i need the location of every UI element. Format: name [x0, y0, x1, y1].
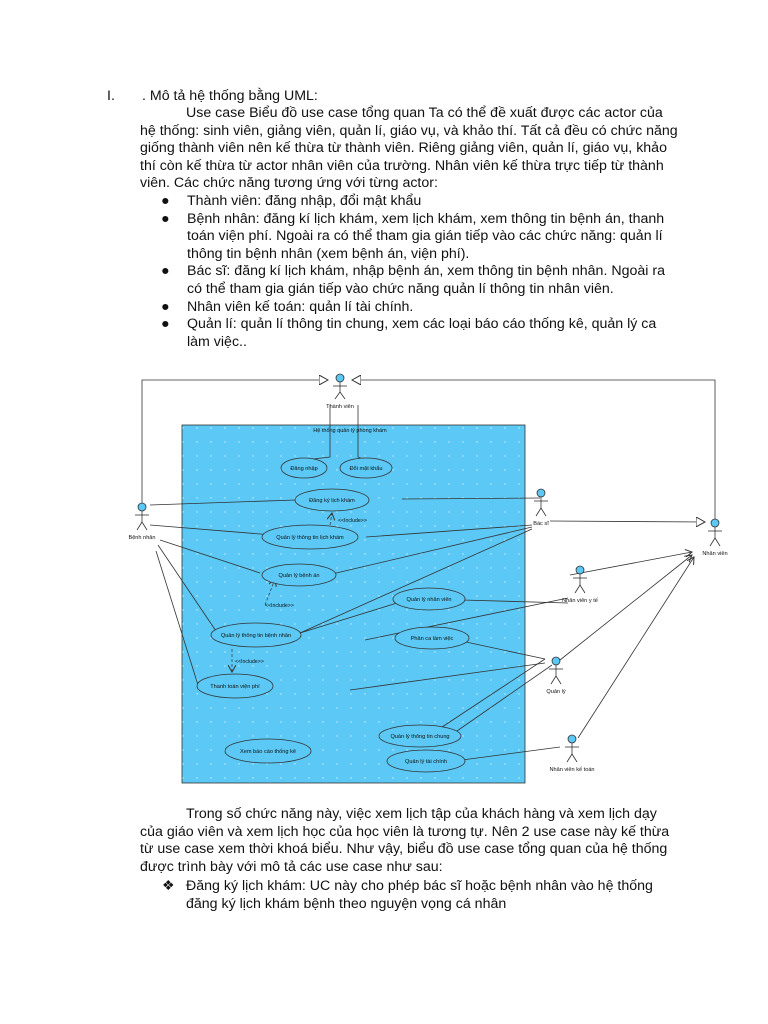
bullet-icon: ● [161, 193, 170, 209]
list-item: ● Thành viên: đăng nhập, đổi mật khẩu [161, 193, 422, 209]
use-case-pay-fee: Thanh toán viện phí [210, 684, 260, 690]
section-heading: . Mô tả hệ thống bằng UML: [142, 88, 318, 104]
actor-patient-label: Bệnh nhân [128, 535, 156, 541]
section-number: I. [107, 88, 115, 104]
use-case-assign-shift: Phân ca làm việc [410, 636, 454, 642]
bullet-icon: ● [161, 316, 170, 333]
use-case-diagram [120, 365, 740, 790]
list-item: ● Bệnh nhân: đăng kí lịch khám, xem lịch khám, xem thông tin bệnh án, thanh toán viện phí. Ngoài ra có thể tham gia gián tiếp vào các chức năng: quản lí thông tin bệnh nhân (xem bệnh án, viện phí). [161, 210, 665, 262]
use-case-manage-record: Quản lý bệnh án [278, 573, 320, 579]
use-case-manage-patient: Quản lý thông tin bệnh nhân [220, 633, 292, 639]
intro-body: hệ thống: sinh viên, giảng viên, quản lí, giáo vụ, và khảo thí. Tất cả đều có chức năng giống thành viên nên kế thừa từ thành viên. Riêng giảng viên, quản lí, giáo vụ, khảo thí còn kế thừa từ actor nhân viên của trường. Nhân viên kế thừa trực tiếp từ thành viên. Các chức năng tương ứng với từng actor: [140, 122, 678, 192]
actor-doctor-figure [534, 489, 548, 516]
actor-patient-figure [135, 503, 149, 530]
system-label: Hệ thống quản lý phòng khám [313, 428, 387, 434]
use-case-login: Đăng nhập [290, 466, 318, 472]
use-case-manage-finance: Quản lý tài chính [405, 759, 447, 765]
actor-manager-label: Quản lý [546, 689, 566, 695]
use-case-manage-appointment: Quản lý thông tin lịch khám [276, 535, 344, 541]
include-label: <<Include>> [235, 659, 264, 665]
list-item: ● Bác sĩ: đăng kí lịch khám, nhập bệnh án, xem thông tin bệnh nhân. Ngoài ra có thể tham gia gián tiếp vào chức năng quản lí thông tin nhân viên. [161, 263, 665, 297]
actor-function-list [140, 193, 680, 351]
use-case-register-appointment: Đăng ký lịch khám [309, 498, 355, 504]
list-item: ● Quản lí: quản lí thông tin chung, xem các loại báo cáo thống kê, quản lý ca làm việc.. [161, 316, 657, 350]
actor-medical-staff-figure [573, 566, 587, 593]
actor-manager-figure [549, 657, 563, 684]
actor-staff-figure [708, 519, 722, 546]
actor-accountant-label: Nhân viên kế toán [549, 767, 595, 773]
use-case-manage-general: Quản lý thông tin chung [390, 734, 450, 740]
include-label: <<Include>> [338, 518, 367, 524]
actor-accountant-figure [565, 735, 579, 762]
actor-doctor-label: Bác sĩ [533, 521, 549, 527]
use-case-manage-staff: Quản lý nhân viên [406, 597, 452, 603]
intro-paragraph [140, 105, 680, 193]
closing-first-line: Trong số chức năng này, việc xem lịch tập của khách hàng và xem lịch dạy [186, 806, 657, 822]
bullet-icon: ● [161, 263, 170, 280]
actor-member-figure [333, 374, 347, 399]
use-case-change-password: Đổi mật khẩu [349, 466, 383, 472]
actor-member-label: Thành viên [326, 404, 354, 410]
use-case-description-item [140, 878, 680, 913]
bullet-icon: ● [161, 298, 170, 315]
diamond-bullet-icon: ❖ [162, 878, 175, 894]
include-label: <<Include>> [265, 603, 294, 609]
actor-medical-staff-label: Nhân viên y tế [562, 598, 598, 604]
use-case-description-text: Đăng ký lịch khám: UC này cho phép bác sĩ hoặc bệnh nhân vào hệ thống đăng ký lịch khám bệnh theo nguyện vọng cá nhân [186, 878, 653, 912]
closing-body: của giáo viên và xem lịch học của học viên là tương tự. Nên 2 use case này kế thừa từ use case xem thời khoá biểu. Như vậy, biểu đồ use case tổng quan của hệ thống được trình bày với mô tả các use case như sau: [140, 823, 670, 875]
use-case-view-reports: Xem báo cáo thống kê [240, 749, 296, 755]
actor-staff-label: Nhân viên [702, 551, 728, 557]
intro-first-line: Use case Biểu đồ use case tổng quan Ta có thể đề xuất được các actor của [186, 105, 663, 121]
list-item: ● Nhân viên kế toán: quản lí tài chính. [161, 298, 414, 315]
bullet-icon: ● [161, 210, 170, 227]
closing-paragraph [140, 806, 680, 876]
